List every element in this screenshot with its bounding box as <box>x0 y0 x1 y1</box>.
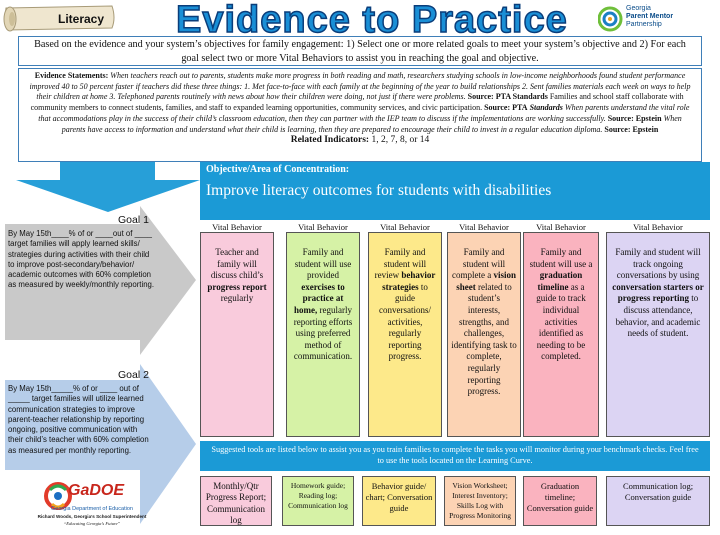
literacy-label: Literacy <box>58 12 105 26</box>
tool-box-3: Behavior guide/ chart; Conversation guide <box>362 476 436 526</box>
goal-2-text: By May 15th_____% of or ____ out of _____ target families will utilize learned communication strategies to improve parent-teacher relationship by reporting ongoing, positive communication with their child’s teacher with 60% completion as measured per monthly reporting. <box>8 384 149 455</box>
vital-behavior-heading-3: Vital Behavior <box>380 222 430 232</box>
objective-text: Improve literacy outcomes for students with disabilities <box>206 182 552 199</box>
page-title: Evidence to Practice <box>176 0 568 41</box>
evidence-source-2b: Standards <box>529 103 563 113</box>
vital-behavior-box-3: Family and student will review behavior strategies to guide conversations/ activities, regularly reporting progress. <box>368 232 442 437</box>
evidence-text-4: When parents have access to information and understand what their child is learning, then they are prepared to encourage their child to invest in a regular education diploma. <box>61 113 682 134</box>
parent-mentor-logo-text: Georgia Parent Mentor Partnership <box>626 5 674 28</box>
evidence-source-4: Source: Epstein <box>604 124 659 134</box>
gadoe-wordmark: GaDOE <box>68 482 125 499</box>
vital-behavior-box-1: Teacher and family will discuss child’s progress report regularly <box>200 232 274 437</box>
goal-1-label: Goal 1 <box>118 214 149 226</box>
vital-behavior-box-2: Family and student will use provided exercises to practice at home, regularly reporting efforts using preferred method of communication. <box>286 232 360 437</box>
objective-band <box>200 162 710 220</box>
evidence-source-3: Source: Epstein <box>607 113 662 123</box>
gadoe-line-2: Richard Woods, Georgia’s School Superintendent <box>37 514 147 519</box>
evidence-source-1: Source: PTA Standards <box>467 92 548 102</box>
evidence-text-2: Families and school staff collaborate with community members to connect students, families, and staff to expanded learning opportunities, community services, and civic participation. <box>30 92 684 113</box>
tool-box-2: Homework guide; Reading log; Communication log <box>282 476 354 526</box>
related-indicators: Related Indicators: 1, 2, 7, 8, or 14 <box>290 135 430 146</box>
gadoe-line-3: “Educating Georgia’s Future” <box>63 521 121 526</box>
vital-behavior-heading-6: Vital Behavior <box>633 222 683 232</box>
evidence-label: Evidence Statements: <box>34 71 109 80</box>
tool-box-6: Communication log; Conversation guide <box>606 476 710 526</box>
goal-1-text: By May 15th____% of or ____out of ____ target families will apply learned skills/ strategies during activities with their child to improve post-secondary/behavior/ academic outcomes with 60% completion as measured by weekly/monthly reporting. <box>8 229 155 290</box>
objective-label: Objective/Area of Concentration: <box>206 164 350 175</box>
tool-box-4: Vision Worksheet; Interest Inventory; Skills Log with Progress Monitoring <box>444 476 516 526</box>
tools-banner: Suggested tools are listed below to assist you as you train families to complete the tasks you will monitor during your benchmark checks. Feel free to use the tools located on the Learning Curve. <box>200 441 710 471</box>
vital-behavior-box-6: Family and student will track ongoing conversations by using conversation starters or progress reporting to discuss attendance, behavior, and academic needs of student. <box>606 232 710 437</box>
vital-behavior-heading-5: Vital Behavior <box>536 222 586 232</box>
vital-behavior-heading-4: Vital Behavior <box>459 222 509 232</box>
gadoe-line-1: Georgia Department of Education <box>51 506 133 512</box>
evidence-text-1: When teachers reach out to parents, students make more progress in both reading and math, researchers studying schools in low-income neighborhoods found student performance improved 40 to 50 percent faster if teachers did these three things: 1. Met face-to-face with each family at the beginning of the year to build relationships 2. Sent families materials each week on ways to help their children at home 3. Telephoned parents routinely with news about how their children were doing, not just if there were problems. <box>29 71 691 102</box>
evidence-text-3: When parents understand the vital role that accommodations play in the success of their child’s classroom education, then they can partner with the IEP team to discuss if the implementations are working successfully. <box>38 103 690 123</box>
evidence-source-2: Source: PTA <box>484 103 528 113</box>
vital-behavior-heading-1: Vital Behavior <box>212 222 262 232</box>
vital-behavior-box-5: Family and student will use a graduation timeline as a guide to track individual activities identified as needing to be completed. <box>523 232 599 437</box>
tool-box-1: Monthly/Qtr Progress Report; Communication log <box>200 476 272 526</box>
vital-behavior-box-4: Family and student will complete a vision sheet related to student’s interests, strengths, and challenges, identifying task to complete, regularly reporting progress. <box>447 232 521 437</box>
tool-box-5: Graduation timeline; Conversation guide <box>523 476 597 526</box>
goal-2-label: Goal 2 <box>118 369 149 381</box>
vital-behavior-heading-2: Vital Behavior <box>298 222 348 232</box>
intro-instructions: Based on the evidence and your system’s objectives for family engagement: 1) Select one or more related goals to meet your system’s objective and 2) For each goal select two or more Vital Behaviors to assist you in reaching the goal and objective. <box>18 36 702 66</box>
